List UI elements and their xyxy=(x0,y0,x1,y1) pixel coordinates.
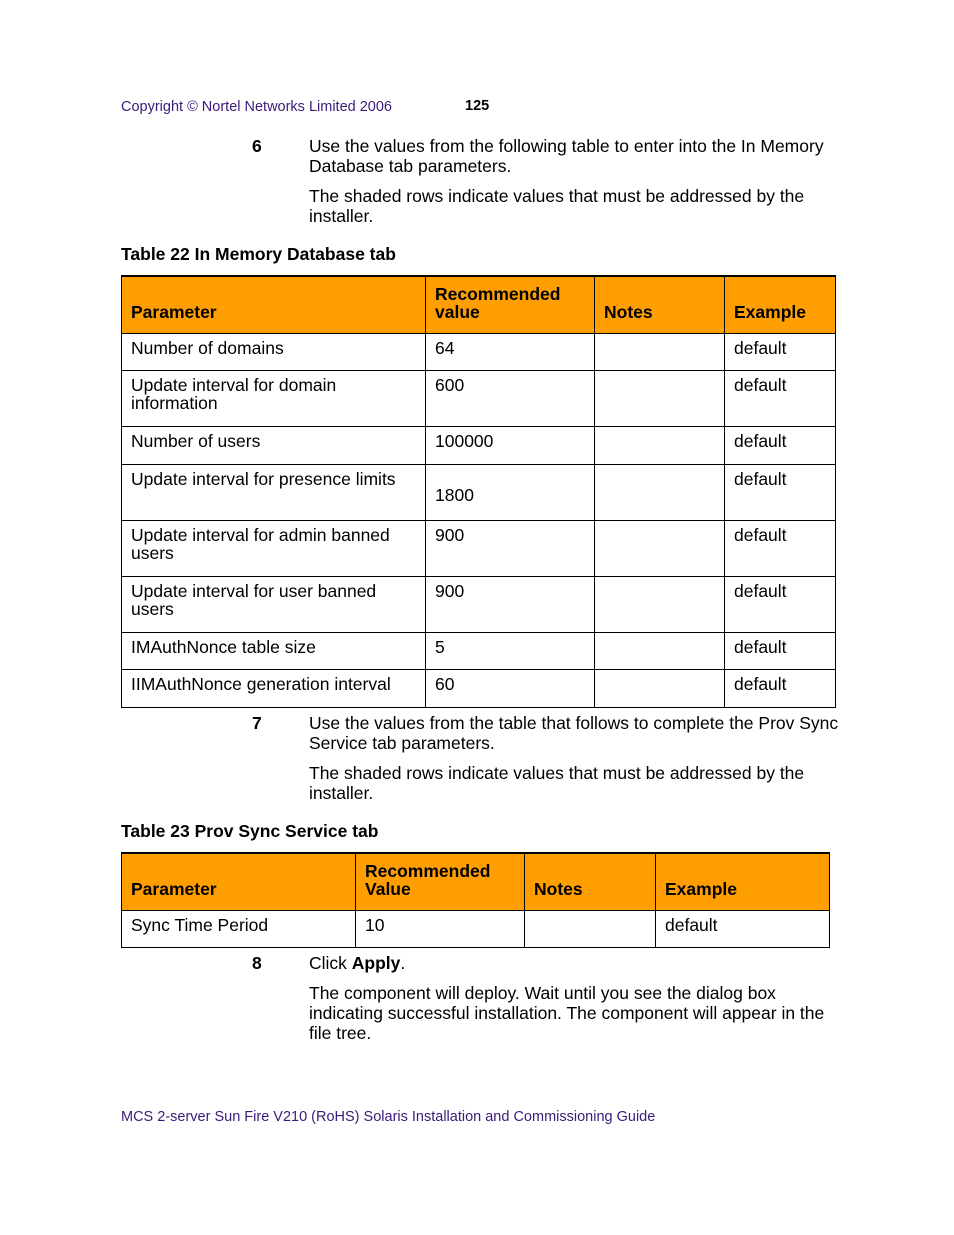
table-23-caption: Table 23 Prov Sync Service tab xyxy=(121,821,379,841)
table-cell: Update interval for presence limits xyxy=(122,464,426,520)
step-8-text-suffix: . xyxy=(400,953,406,973)
table-cell: Update interval for user banned users xyxy=(122,576,426,632)
column-header: Example xyxy=(725,276,836,333)
apply-label: Apply xyxy=(351,953,401,973)
table-cell xyxy=(595,464,725,520)
table-cell xyxy=(595,370,725,426)
step-7-note: The shaded rows indicate values that must be addressed by the installer. xyxy=(309,763,805,803)
table-row xyxy=(122,910,830,947)
table-cell xyxy=(595,576,725,632)
table-cell: IIMAuthNonce generation interval xyxy=(122,669,426,707)
table-cell: Update interval for domain information xyxy=(122,370,426,426)
table-cell: 900 xyxy=(426,576,595,632)
step-6-number: 6 xyxy=(252,136,262,156)
table-cell xyxy=(595,426,725,464)
page-number: 125 xyxy=(465,98,490,114)
table-cell: default xyxy=(725,669,836,707)
table-row xyxy=(122,520,836,576)
table-cell: 100000 xyxy=(426,426,595,464)
table-row xyxy=(122,576,836,632)
step-7-text: Use the values from the table that follows to complete the Prov Sync Service tab parameters. xyxy=(309,713,839,753)
step-8-number: 8 xyxy=(252,953,262,973)
table-cell: 5 xyxy=(426,632,595,669)
table-cell: default xyxy=(656,910,830,947)
footer-document-title: MCS 2-server Sun Fire V210 (RoHS) Solaris Installation and Commissioning Guide xyxy=(121,1109,656,1125)
step-6-text: Use the values from the following table to enter into the In Memory Database tab parameters. xyxy=(309,136,824,176)
table-cell xyxy=(595,520,725,576)
table-cell: IMAuthNonce table size xyxy=(122,632,426,669)
table-cell: 600 xyxy=(426,370,595,426)
column-header: Notes xyxy=(525,853,656,910)
table-cell xyxy=(595,333,725,370)
step-8-note: The component will deploy. Wait until you see the dialog box indicating successful installation. The component will appear in the file tree. xyxy=(309,983,825,1043)
table-cell xyxy=(595,632,725,669)
prov-sync-service-table xyxy=(121,852,830,948)
table-header-row xyxy=(122,276,836,333)
table-cell: Number of domains xyxy=(122,333,426,370)
table-row xyxy=(122,333,836,370)
column-header: Parameter xyxy=(122,276,426,333)
column-header: Parameter xyxy=(122,853,356,910)
table-cell: 10 xyxy=(356,910,525,947)
step-8-text xyxy=(309,953,839,973)
table-cell xyxy=(525,910,656,947)
table-cell: default xyxy=(725,576,836,632)
table-cell: 900 xyxy=(426,520,595,576)
step-6-note: The shaded rows indicate values that must be addressed by the installer. xyxy=(309,186,805,226)
table-cell: default xyxy=(725,632,836,669)
table-row xyxy=(122,426,836,464)
table-cell: default xyxy=(725,464,836,520)
table-cell: default xyxy=(725,426,836,464)
table-row xyxy=(122,370,836,426)
table-cell: default xyxy=(725,333,836,370)
column-header: Recommended Value xyxy=(356,853,525,910)
table-row xyxy=(122,669,836,707)
table-cell: Number of users xyxy=(122,426,426,464)
column-header: Example xyxy=(656,853,830,910)
column-header: Notes xyxy=(595,276,725,333)
table-cell: Sync Time Period xyxy=(122,910,356,947)
table-cell: default xyxy=(725,370,836,426)
table-header-row xyxy=(122,853,830,910)
column-header: Recommended value xyxy=(426,276,595,333)
table-cell xyxy=(595,669,725,707)
table-cell: 60 xyxy=(426,669,595,707)
table-cell: default xyxy=(725,520,836,576)
table-cell: 64 xyxy=(426,333,595,370)
copyright-notice: Copyright © Nortel Networks Limited 2006 xyxy=(121,99,392,115)
table-cell: 1800 xyxy=(426,464,595,520)
table-row xyxy=(122,632,836,669)
step-7-number: 7 xyxy=(252,713,262,733)
table-row xyxy=(122,464,836,520)
step-8-text-prefix: Click xyxy=(309,953,352,973)
table-cell: Update interval for admin banned users xyxy=(122,520,426,576)
table-22-caption: Table 22 In Memory Database tab xyxy=(121,244,396,264)
in-memory-database-table xyxy=(121,275,836,708)
